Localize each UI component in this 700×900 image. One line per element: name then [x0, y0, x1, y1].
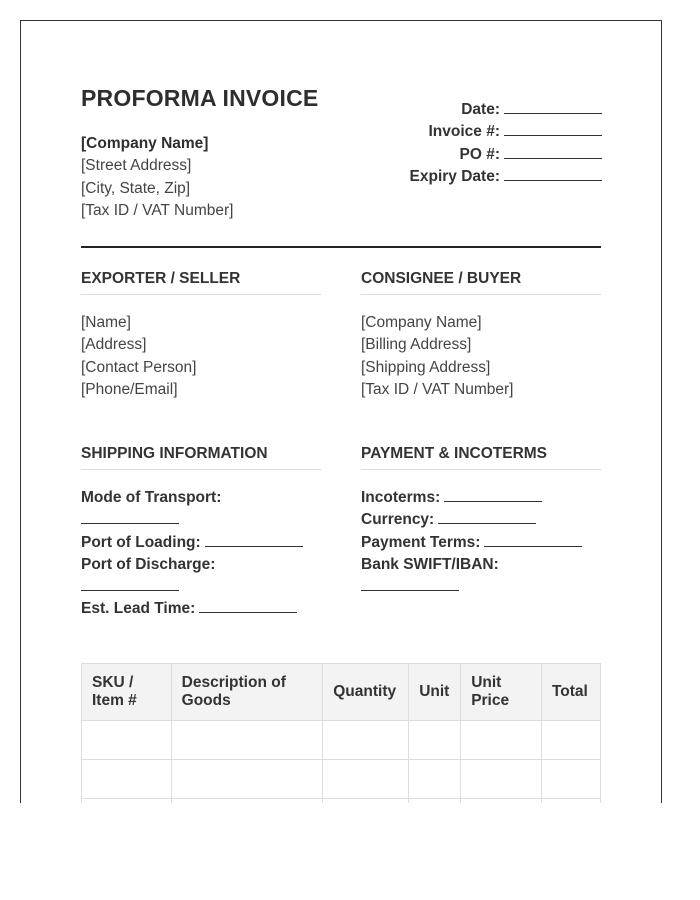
table-cell[interactable] [171, 760, 323, 799]
po-row [410, 144, 602, 166]
table-cell[interactable] [171, 721, 323, 760]
exporter-name: [Name] [81, 314, 131, 331]
table-row [82, 760, 601, 799]
col-description: Description of Goods [171, 664, 323, 721]
table-row [82, 799, 601, 804]
invoice-page [20, 20, 662, 803]
currency-label: Currency: [361, 511, 435, 529]
table-cell[interactable] [409, 799, 461, 804]
company-name: [Company Name] [81, 135, 209, 152]
invoice-meta [410, 99, 602, 188]
port-of-loading-row [81, 532, 321, 554]
table-cell[interactable] [171, 799, 323, 804]
po-label: PO #: [459, 145, 500, 163]
table-cell[interactable] [541, 760, 600, 799]
exporter-contact: [Contact Person] [81, 358, 197, 376]
bank-blank[interactable] [361, 577, 459, 591]
col-quantity: Quantity [323, 664, 409, 721]
currency-blank[interactable] [438, 510, 536, 524]
exporter-phone-email: [Phone/Email] [81, 380, 178, 398]
expiry-row [410, 166, 602, 188]
port-of-loading-blank[interactable] [205, 533, 303, 547]
incoterms-blank[interactable] [444, 488, 542, 502]
date-label: Date: [461, 101, 500, 118]
table-header-row [82, 664, 601, 721]
consignee-tax-id: [Tax ID / VAT Number] [361, 380, 514, 398]
company-block [81, 133, 233, 222]
consignee-section [361, 270, 601, 401]
col-sku: SKU / Item # [82, 664, 172, 721]
header-divider [81, 246, 601, 248]
company-street: [Street Address] [81, 157, 192, 175]
col-unit: Unit [409, 664, 461, 721]
invoice-number-row [410, 121, 602, 143]
table-cell[interactable] [82, 760, 172, 799]
company-city: [City, State, Zip] [81, 179, 191, 197]
lead-time-blank[interactable] [199, 599, 297, 613]
table-cell[interactable] [461, 799, 542, 804]
payment-fields [361, 487, 601, 598]
col-unit-price: Unit Price [461, 664, 542, 721]
items-table [81, 663, 601, 803]
table-cell[interactable] [541, 721, 600, 760]
col-total: Total [541, 664, 600, 721]
lead-time-row [81, 598, 321, 620]
date-row [410, 99, 602, 121]
table-cell[interactable] [461, 760, 542, 799]
table-cell[interactable] [82, 799, 172, 804]
payment-terms-label: Payment Terms: [361, 533, 481, 551]
shipping-fields [81, 487, 321, 621]
table-cell[interactable] [409, 721, 461, 760]
company-tax-id: [Tax ID / VAT Number] [81, 201, 234, 219]
table-row [82, 721, 601, 760]
bank-label: Bank SWIFT/IBAN: [361, 555, 499, 573]
invoice-number-label: Invoice #: [428, 123, 500, 141]
mode-of-transport-blank[interactable] [81, 510, 179, 524]
payment-heading: PAYMENT & INCOTERMS [361, 445, 601, 470]
document-title: PROFORMA INVOICE [81, 85, 319, 111]
incoterms-label: Incoterms: [361, 489, 441, 506]
expiry-label: Expiry Date: [409, 167, 500, 185]
expiry-blank[interactable] [504, 167, 602, 181]
port-of-loading-label: Port of Loading: [81, 533, 201, 551]
table-cell[interactable] [323, 760, 409, 799]
po-blank[interactable] [504, 145, 602, 159]
consignee-lines [361, 312, 601, 401]
payment-section [361, 445, 601, 598]
table-cell[interactable] [409, 760, 461, 799]
mode-of-transport-label: Mode of Transport: [81, 489, 222, 506]
consignee-heading: CONSIGNEE / BUYER [361, 270, 601, 295]
port-of-discharge-blank[interactable] [81, 577, 179, 591]
port-of-discharge-label: Port of Discharge: [81, 555, 216, 573]
table-cell[interactable] [82, 721, 172, 760]
table-cell[interactable] [323, 799, 409, 804]
table-cell[interactable] [541, 799, 600, 804]
exporter-heading: EXPORTER / SELLER [81, 270, 321, 295]
invoice-number-blank[interactable] [504, 122, 602, 136]
exporter-address: [Address] [81, 336, 147, 354]
shipping-heading: SHIPPING INFORMATION [81, 445, 321, 470]
currency-row [361, 509, 601, 531]
lead-time-label: Est. Lead Time: [81, 600, 196, 618]
consignee-company: [Company Name] [361, 314, 482, 331]
shipping-section [81, 445, 321, 621]
table-cell[interactable] [461, 721, 542, 760]
exporter-section [81, 270, 321, 401]
payment-terms-row [361, 532, 601, 554]
consignee-billing: [Billing Address] [361, 336, 472, 354]
consignee-shipping: [Shipping Address] [361, 358, 491, 376]
incoterms-row [361, 487, 601, 509]
exporter-lines [81, 312, 321, 401]
payment-terms-blank[interactable] [484, 533, 582, 547]
table-cell[interactable] [323, 721, 409, 760]
date-blank[interactable] [504, 100, 602, 114]
